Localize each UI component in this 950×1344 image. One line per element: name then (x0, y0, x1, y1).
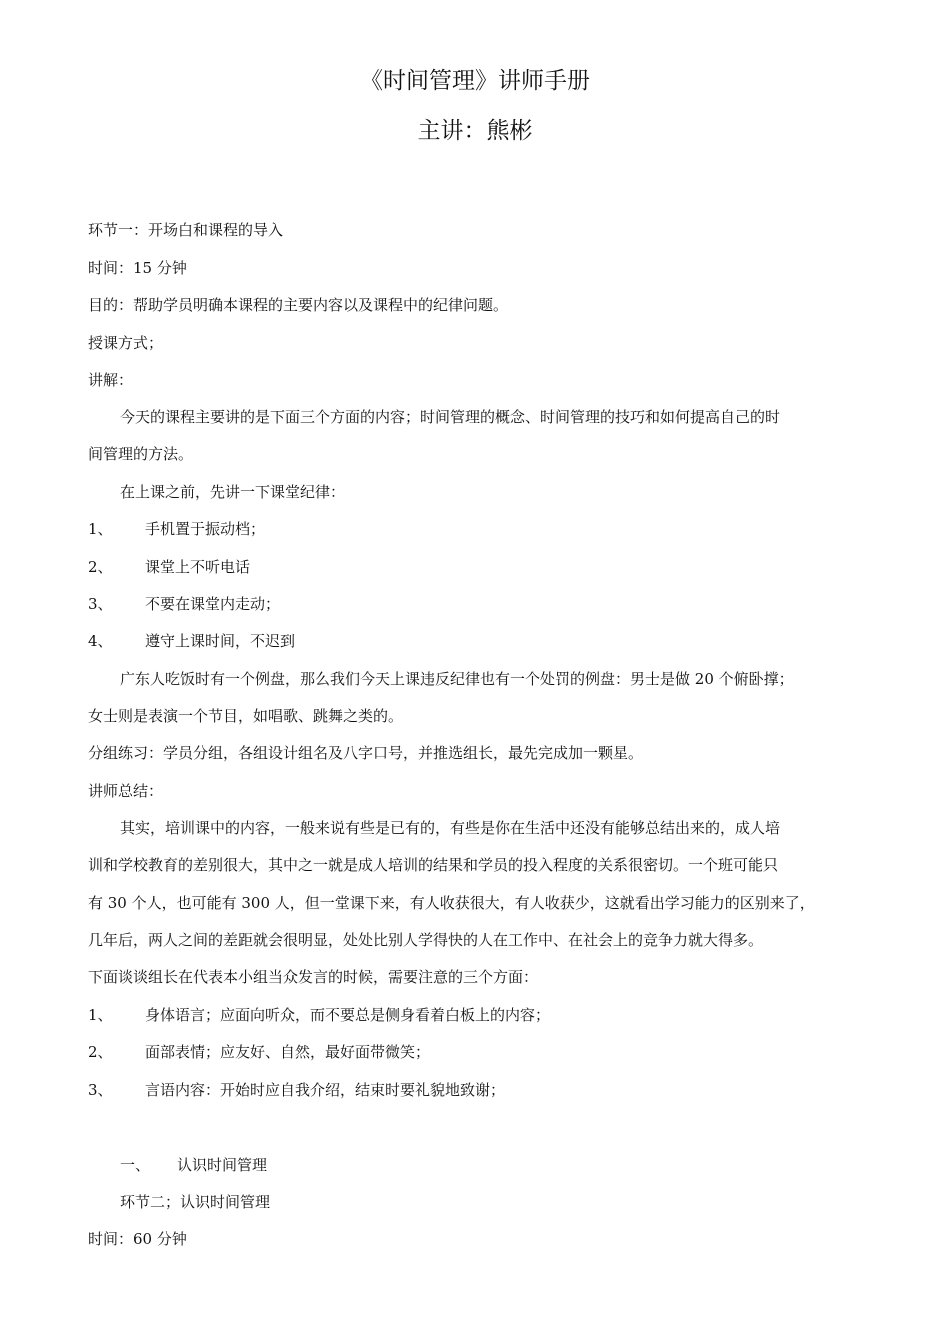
rule-number: 4、 (88, 632, 113, 650)
leader-point-number: 1、 (88, 1006, 113, 1024)
group-exercise: 分组练习：学员分组，各组设计组名及八字口号，并推选组长，最先完成加一颗星。 (88, 744, 644, 762)
leader-point-text: 言语内容：开始时应自我介绍，结束时要礼貌地致谢； (145, 1081, 506, 1099)
section1-method: 授课方式； (88, 334, 164, 352)
summary-line: 几年后，两人之间的差距就会很明显，处处比别人学得快的人在工作中、在社会上的竞争力就大得多。 (88, 931, 764, 949)
rule-text: 手机置于振动档； (145, 520, 266, 538)
rule-text: 遵守上课时间，不迟到 (145, 632, 296, 650)
section2-time: 时间：60 分钟 (88, 1230, 187, 1248)
penalty-paragraph-line1: 广东人吃饭时有一个例盘，那么我们今天上课违反纪律也有一个处罚的例盘：男士是做 20 个俯卧撑； (120, 670, 794, 688)
penalty-paragraph-line2: 女士则是表演一个节目，如唱歌、跳舞之类的。 (88, 707, 404, 725)
section2-heading-text: 认识时间管理 (177, 1156, 268, 1174)
leader-point (88, 1004, 868, 1026)
explain-label: 讲解： (88, 371, 134, 389)
document-subtitle: 主讲：熊彬 (417, 118, 533, 144)
document-title: 《时间管理》讲师手册 (360, 68, 590, 94)
leader-point-text: 面部表情；应友好、自然，最好面带微笑； (145, 1043, 431, 1061)
summary-line: 有 30 个人，也可能有 300 人，但一堂课下来，有人收获很大，有人收获少，这就看出学习能力的区别来了， (88, 894, 815, 912)
summary-label: 讲师总结： (88, 782, 164, 800)
intro-paragraph-line2: 间管理的方法。 (88, 445, 194, 463)
section2-heading (120, 1154, 900, 1176)
rule-number: 2、 (88, 558, 113, 576)
leader-point (88, 1079, 868, 1101)
section1-time: 时间：15 分钟 (88, 259, 187, 277)
leader-point-number: 2、 (88, 1043, 113, 1061)
rule-text: 课堂上不听电话 (145, 558, 251, 576)
rules-intro: 在上课之前，先讲一下课堂纪律： (120, 483, 346, 501)
leader-point (88, 1041, 868, 1063)
summary-line: 其实，培训课中的内容，一般来说有些是已有的，有些是你在生活中还没有能够总结出来的，成人培 (120, 819, 781, 837)
rule-item (88, 593, 868, 615)
rule-item (88, 556, 868, 578)
section1-purpose: 目的：帮助学员明确本课程的主要内容以及课程中的纪律问题。 (88, 296, 509, 314)
section1-link: 环节一：开场白和课程的导入 (88, 221, 284, 239)
leader-intro: 下面谈谈组长在代表本小组当众发言的时候，需要注意的三个方面： (88, 968, 539, 986)
section2-heading-number: 一、 (120, 1156, 151, 1174)
rule-number: 1、 (88, 520, 113, 538)
intro-paragraph-line1: 今天的课程主要讲的是下面三个方面的内容；时间管理的概念、时间管理的技巧和如何提高自己的时 (120, 408, 781, 426)
leader-point-number: 3、 (88, 1081, 113, 1099)
rule-text: 不要在课堂内走动； (145, 595, 281, 613)
section2-link: 环节二；认识时间管理 (120, 1193, 271, 1211)
rule-item (88, 630, 868, 652)
leader-point-text: 身体语言；应面向听众，而不要总是侧身看着白板上的内容； (145, 1006, 551, 1024)
rule-number: 3、 (88, 595, 113, 613)
rule-item (88, 518, 868, 540)
summary-line: 训和学校教育的差别很大，其中之一就是成人培训的结果和学员的投入程度的关系很密切。一个班可能只 (88, 856, 779, 874)
